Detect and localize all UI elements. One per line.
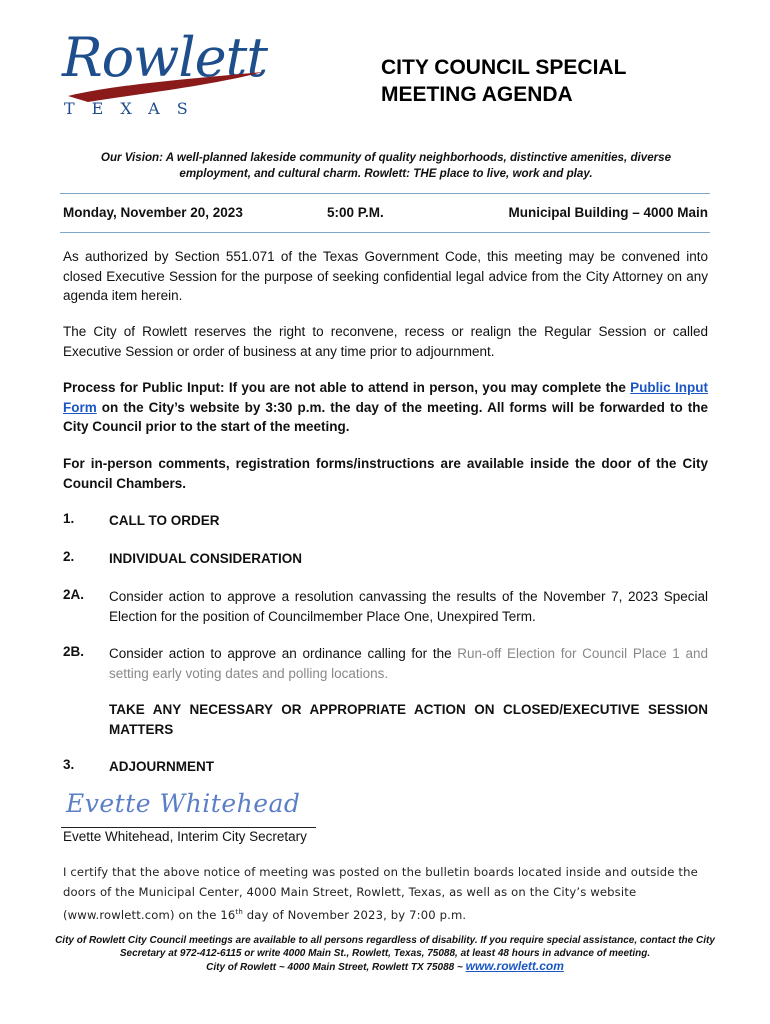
page-title (381, 54, 626, 108)
public-input-text-before: Process for Public Input: If you are not able to attend in person, you may complete the (63, 380, 631, 395)
public-input-form-link[interactable]: Public Input Form (63, 380, 708, 415)
reconvene-notice: The City of Rowlett reserves the right to reconvene, recess or realign the Regular Session or called Executive Session or order of business at any time prior to adjournment. (63, 324, 708, 359)
item-2b-text-a: Consider action to approve an ordinance calling for the (109, 646, 458, 661)
signature-line (61, 827, 316, 828)
in-person-notice: For in-person comments, registration forms/instructions are available inside the door of the City Council Chambers. (63, 456, 708, 491)
logo-state: TEXAS (64, 99, 205, 118)
svg-text:Evette Whitehead: Evette Whitehead (66, 789, 301, 818)
footer-line-2: Secretary at 972-412-6115 or write 4000 Main St., Rowlett, Texas, 75088, at least 48 hours in advance of meeting. (119, 948, 651, 959)
item-2a-text: Consider action to approve a resolution canvassing the results of the November 7, 2023 Special Election for the position of Councilmember Place One, Unexpired Term. (109, 589, 708, 624)
meeting-time: 5:00 P.M. (327, 205, 384, 220)
public-input-text-after: on the City’s website by 3:30 p.m. the day of the meeting. All forms will be forwarded to the City Council prior to the start of the meeting. (63, 399, 708, 434)
certify-after: day of November 2023, by 7:00 p.m. (242, 907, 467, 922)
closed-session-item: TAKE ANY NECESSARY OR APPROPRIATE ACTION ON CLOSED/EXECUTIVE SESSION MATTERS (109, 702, 708, 737)
public-input-notice (63, 378, 708, 437)
accessibility-footer (40, 934, 730, 974)
title-line-2: MEETING AGENDA (381, 83, 573, 106)
footer-line-3 (40, 960, 730, 974)
item-1-number: 1. (63, 511, 75, 526)
title-line-1: CITY COUNCIL SPECIAL (381, 56, 627, 79)
divider-top (60, 193, 710, 194)
item-2b-text (109, 644, 708, 683)
item-2b-text-b: Run-off Election for Council Place 1 and setting early voting dates and polling locations. (109, 646, 708, 681)
meeting-location: Municipal Building – 4000 Main (508, 205, 708, 220)
certify-before: I certify that the above notice of meeting was posted on the bulletin boards located inside and outside the doors of the Municipal Center, 4000 Main Street, Rowlett, Texas, as well as on the City’s website (www.rowlett.com) on the 16 (63, 865, 698, 922)
footer-line-1: City of Rowlett City Council meetings are available to all persons regardless of disability. If you require special assistance, contact the City (55, 935, 715, 946)
item-2-text: INDIVIDUAL CONSIDERATION (109, 551, 303, 566)
handwritten-signature (62, 780, 301, 824)
vision-line-2: employment, and cultural charm. Rowlett: THE place to live, work and play. (179, 167, 593, 180)
item-3-text: ADJOURNMENT (109, 759, 215, 774)
footer-address: City of Rowlett ~ 4000 Main Street, Rowlett TX 75088 ~ (206, 962, 466, 973)
item-2b-number: 2B. (63, 644, 85, 659)
website-link[interactable]: www.rowlett.com (465, 959, 564, 973)
logo-word: Rowlett (62, 26, 268, 89)
certify-sup: th (235, 908, 243, 916)
rowlett-logo (58, 14, 268, 120)
item-2-number: 2. (63, 549, 75, 564)
item-2a-number: 2A. (63, 587, 85, 602)
vision-statement (60, 150, 712, 182)
meeting-date: Monday, November 20, 2023 (63, 205, 243, 220)
item-3-number: 3. (63, 757, 75, 772)
executive-session-notice: As authorized by Section 551.071 of the Texas Government Code, this meeting may be convened into closed Executive Session for the purpose of seeking confidential legal advice from the City Attorney on any agenda item herein. (63, 249, 708, 303)
vision-line-1: Our Vision: A well-planned lakeside community of quality neighborhoods, distinctive amenities, diverse (100, 151, 672, 164)
divider-bottom (60, 232, 710, 233)
posting-certification (63, 862, 710, 925)
item-1-text: CALL TO ORDER (109, 513, 220, 528)
signer-name: Evette Whitehead, Interim City Secretary (63, 829, 307, 844)
